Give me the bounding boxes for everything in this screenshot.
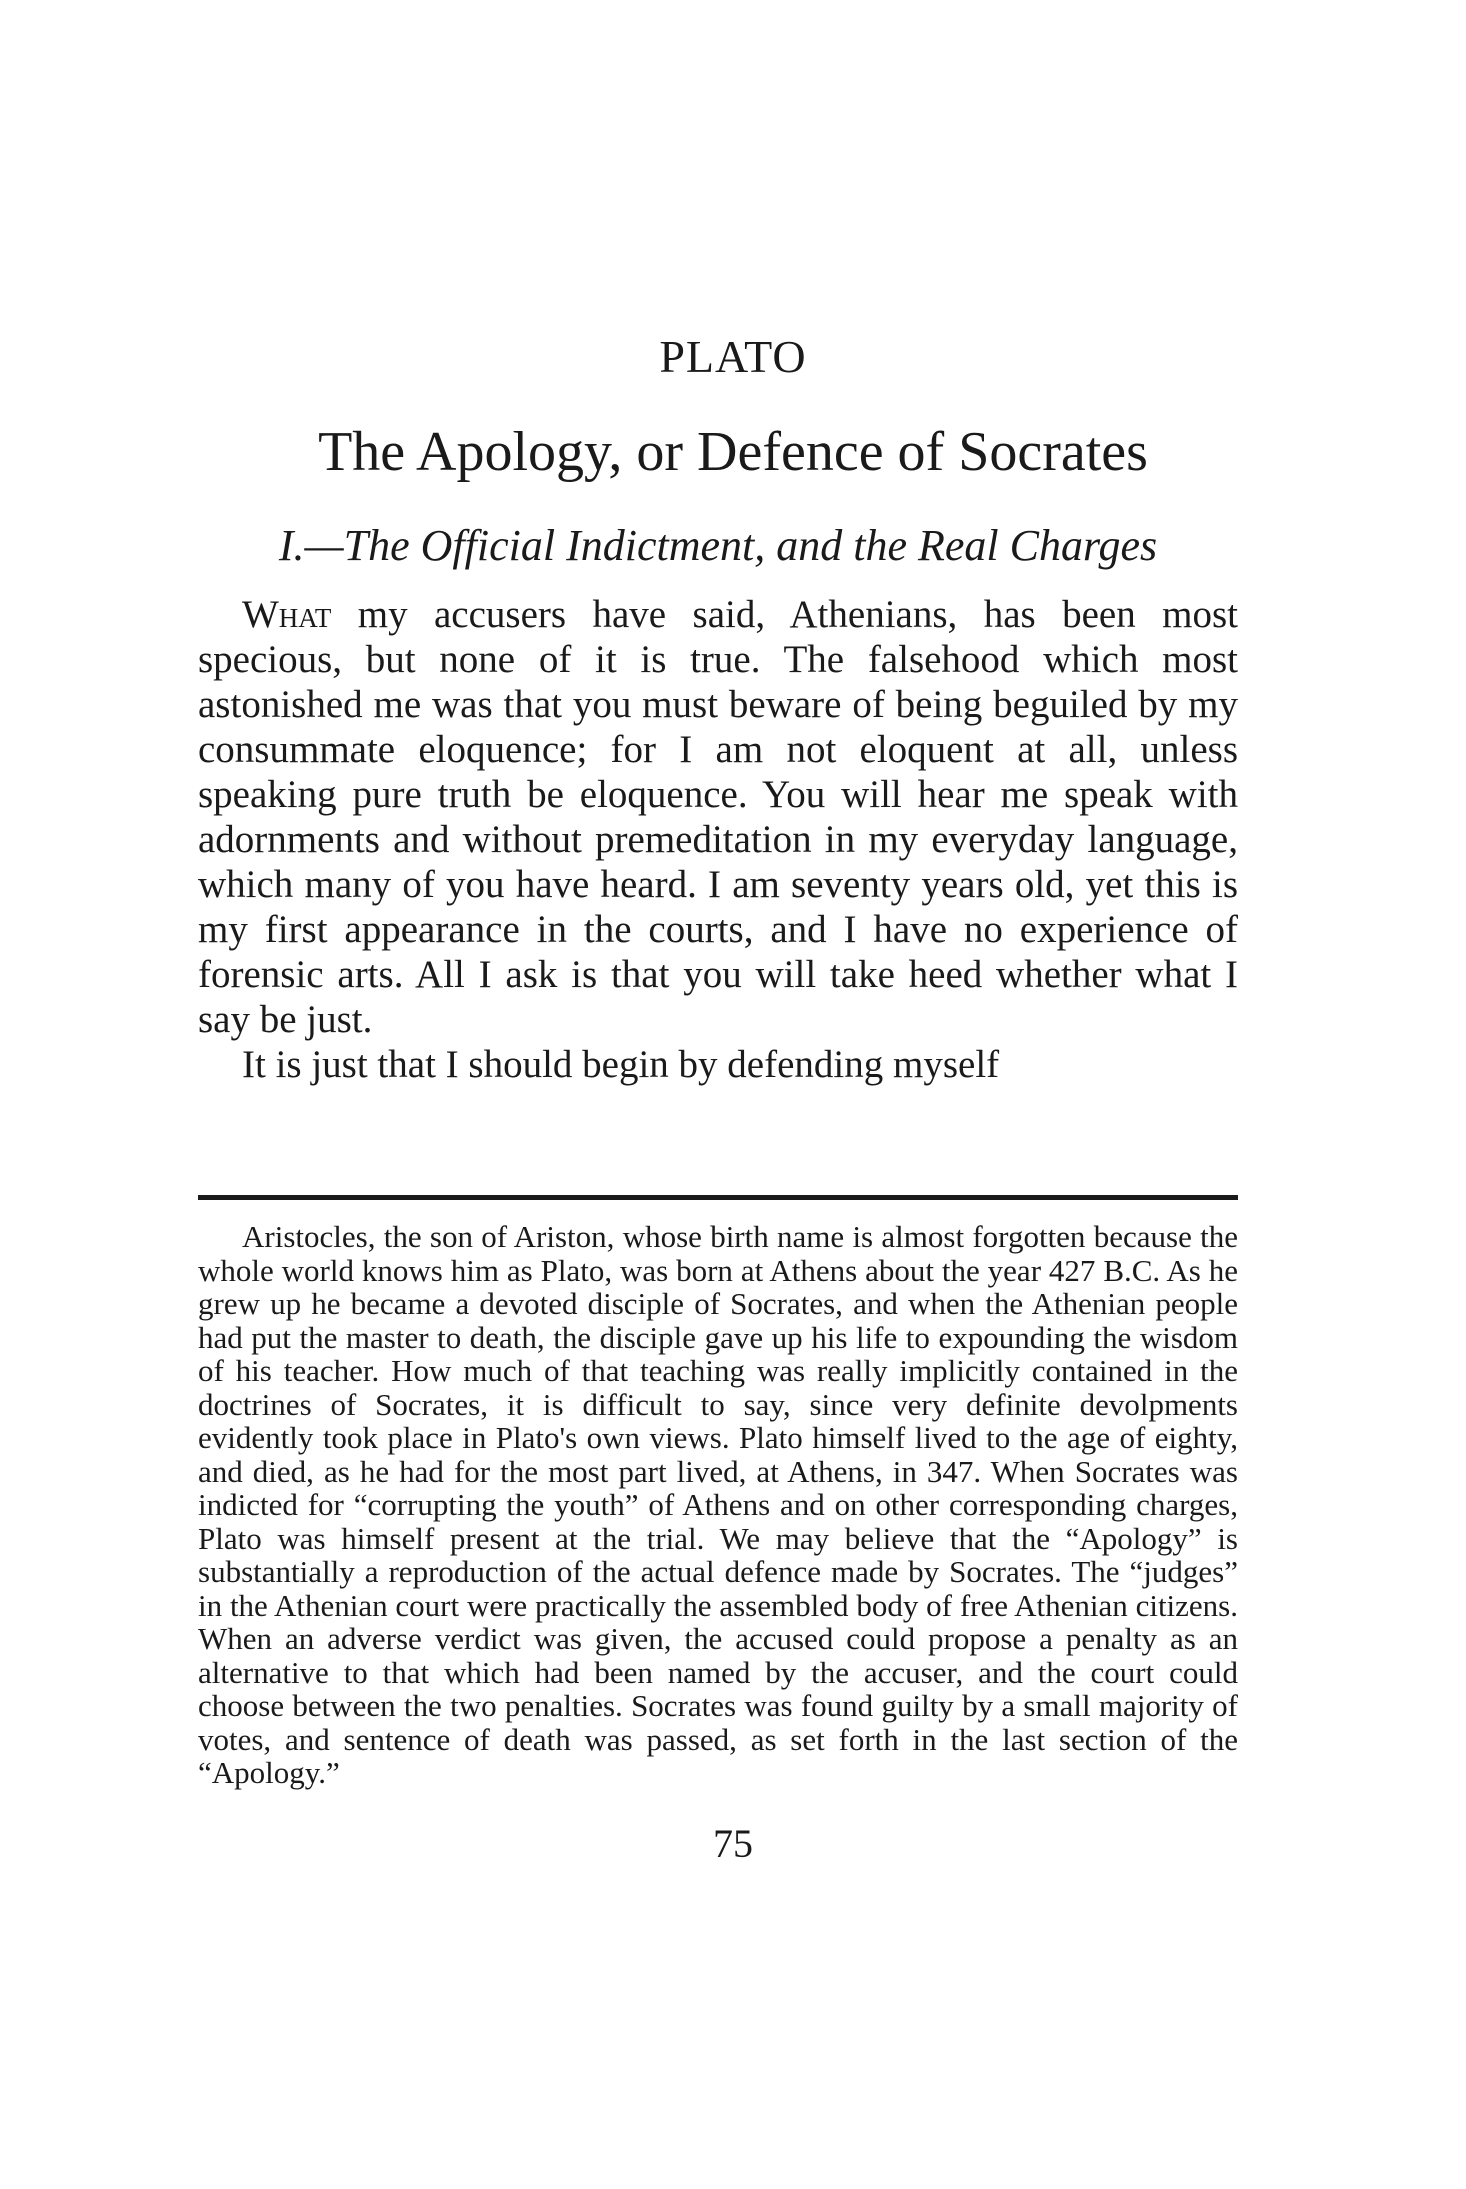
- page-title: The Apology, or Defence of Socrates: [318, 421, 1148, 483]
- footnote-text: Aristocles, the son of Ariston, whose birth name is almost forgotten because the whole world knows him as Plato, was born at Athens about the year 427 B.C. As he grew up he became a devoted disciple of Socrates, and when the Athenian people had put the master to death, the disciple gave up his life to expounding the wisdom of his teacher. How much of that teaching was really implicitly contained in the doctrines of Socrates, it is difficult to say, since very definite devolpments evidently took place in Plato's own views. Plato himself lived to the age of eighty, and died, as he had for the most part lived, at Athens, in 347. When Socrates was indicted for “corrupting the youth” of Athens and on other corresponding charges, Plato was himself present at the trial. We may believe that the “Apology” is substantially a reproduction of the actual defence made by Socrates. The “judges” in the Athenian court were practically the assembled body of free Athenian citizens. When an adverse verdict was given, the accused could propose a penalty as an alternative to that which had been named by the accuser, and the court could choose between the two penalties. Socrates was found guilty by a small majority of votes, and sentence of death was passed, as set forth in the last section of the “Apology.”: [198, 1219, 1238, 1790]
- footnote-divider: [198, 1195, 1238, 1200]
- main-text: [198, 592, 1238, 1087]
- page-number: 75: [713, 1821, 753, 1866]
- body-paragraph-continued: It is just that I should begin by defending myself: [242, 1043, 1000, 1086]
- opening-word: What: [242, 593, 332, 636]
- footnote: [198, 1220, 1238, 1790]
- section-heading: I.—The Official Indictment, and the Real Charges: [278, 521, 1158, 570]
- body-paragraph: [198, 592, 1238, 1042]
- body-paragraph-text: my accusers have said, Athenians, has been most specious, but none of it is true. The falsehood which most astonished me was that you must beware of being beguiled by my consummate eloquence; for I am not eloquent at all, unless speaking pure truth be eloquence. You will hear me speak with adornments and without premeditation in my everyday language, which many of you have heard. I am seventy years old, yet this is my first appearance in the courts, and I have no experience of forensic arts. All I ask is that you will take heed whether what I say be just.: [198, 593, 1238, 1041]
- author-heading: PLATO: [659, 331, 807, 382]
